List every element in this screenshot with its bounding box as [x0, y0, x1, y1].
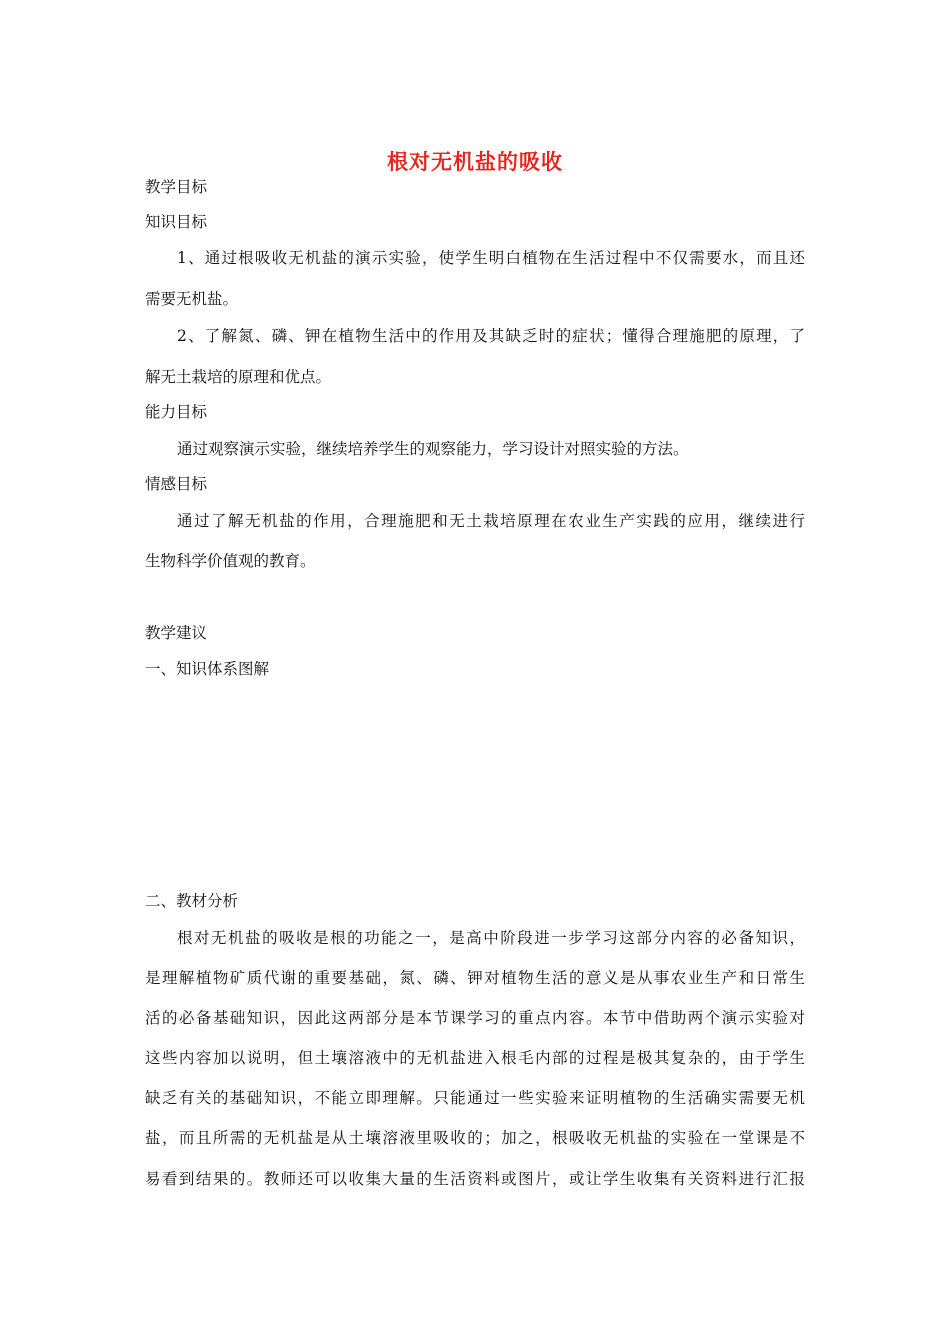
knowledge-item-1-line-2: 需要无机盐。	[145, 290, 239, 308]
emotion-paragraph-line-1: 通过了解无机盐的作用，合理施肥和无土栽培原理在农业生产实践的应用，继续进行	[177, 512, 805, 530]
heading-section-2: 二、教材分析	[145, 892, 239, 910]
heading-section-1: 一、知识体系图解	[145, 660, 270, 678]
analysis-line: 易看到结果的。教师还可以收集大量的生活资料或图片，或让学生收集有关资料进行汇报	[145, 1170, 805, 1188]
heading-teaching-advice: 教学建议	[145, 624, 208, 642]
knowledge-item-2-line-1: 2、了解氮、磷、钾在植物生活中的作用及其缺乏时的症状；懂得合理施肥的原理，了	[177, 327, 805, 345]
heading-emotion-goals: 情感目标	[145, 475, 208, 493]
analysis-line: 活的必备基础知识，因此这两部分是本节课学习的重点内容。本节中借助两个演示实验对	[145, 1009, 805, 1027]
analysis-line: 缺乏有关的基础知识，不能立即理解。只能通过一些实验来证明植物的生活确实需要无机	[145, 1089, 805, 1107]
analysis-line: 根对无机盐的吸收是根的功能之一，是高中阶段进一步学习这部分内容的必备知识，	[177, 929, 805, 947]
heading-ability-goals: 能力目标	[145, 403, 208, 421]
analysis-line: 盐，而且所需的无机盐是从土壤溶液里吸收的；加之，根吸收无机盐的实验在一堂课是不	[145, 1129, 805, 1147]
document-title: 根对无机盐的吸收	[387, 149, 563, 174]
knowledge-item-2-line-2: 解无土栽培的原理和优点。	[145, 368, 332, 386]
emotion-paragraph-line-2: 生物科学价值观的教育。	[145, 552, 316, 570]
heading-knowledge-goals: 知识目标	[145, 213, 208, 231]
heading-teaching-goals: 教学目标	[145, 178, 208, 196]
analysis-line: 是理解植物矿质代谢的重要基础，氮、磷、钾对植物生活的意义是从事农业生产和日常生	[145, 969, 805, 987]
ability-paragraph: 通过观察演示实验，继续培养学生的观察能力，学习设计对照实验的方法。	[177, 440, 689, 458]
knowledge-item-1-line-1: 1、通过根吸收无机盐的演示实验，使学生明白植物在生活过程中不仅需要水，而且还	[177, 249, 805, 267]
analysis-line: 这些内容加以说明，但土壤溶液中的无机盐进入根毛内部的过程是极其复杂的，由于学生	[145, 1049, 805, 1067]
